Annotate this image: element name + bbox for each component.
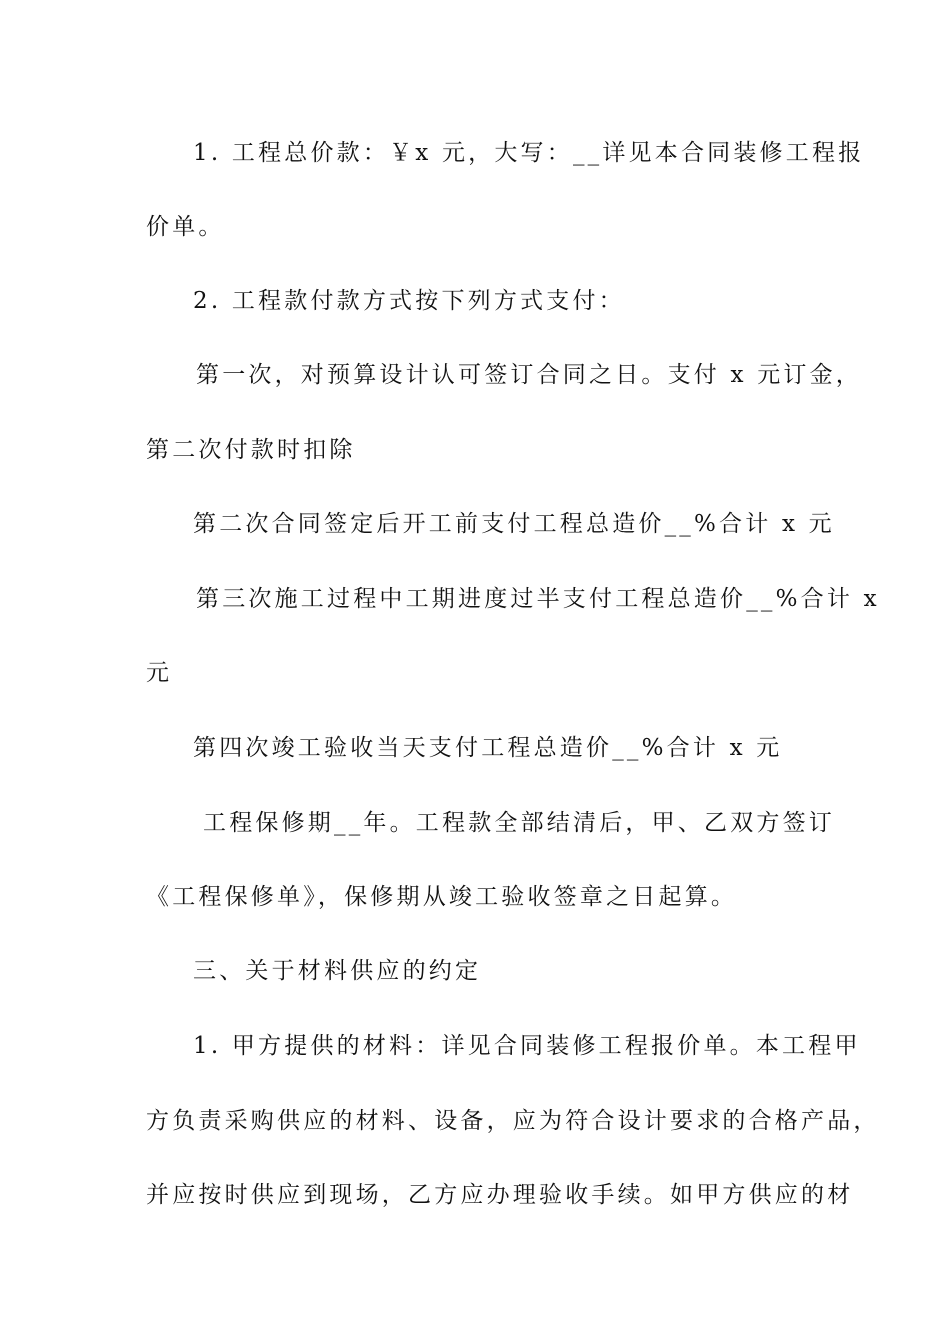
paragraph-line: 第三次施工过程中工期进度过半支付工程总造价__%合计 x xyxy=(196,586,880,612)
paragraph-line: 方负责采购供应的材料、设备，应为符合设计要求的合格产品， xyxy=(146,1108,880,1134)
paragraph-line: 1. 甲方提供的材料：详见合同装修工程报价单。本工程甲 xyxy=(193,1033,861,1059)
paragraph-line: 《工程保修单》，保修期从竣工验收签章之日起算。 xyxy=(146,884,738,910)
paragraph-line: 工程保修期__年。工程款全部结清后，甲、乙双方签订 xyxy=(203,810,835,836)
paragraph-line: 元 xyxy=(146,660,173,686)
paragraph-line: 1. 工程总价款：￥x 元，大写：__详见本合同装修工程报 xyxy=(193,140,865,166)
paragraph-line: 第四次竣工验收当天支付工程总造价__%合计 x 元 xyxy=(193,735,783,761)
section-heading: 三、关于材料供应的约定 xyxy=(193,958,482,984)
paragraph-line: 2. 工程款付款方式按下列方式支付： xyxy=(193,288,625,314)
paragraph-line: 第一次，对预算设计认可签订合同之日。支付 x 元订金， xyxy=(196,362,862,388)
paragraph-line: 价单。 xyxy=(146,214,225,240)
paragraph-line: 第二次合同签定后开工前支付工程总造价__%合计 x 元 xyxy=(193,511,835,537)
paragraph-line: 第二次付款时扣除 xyxy=(146,437,356,463)
paragraph-line: 并应按时供应到现场，乙方应办理验收手续。如甲方供应的材 xyxy=(146,1182,854,1208)
